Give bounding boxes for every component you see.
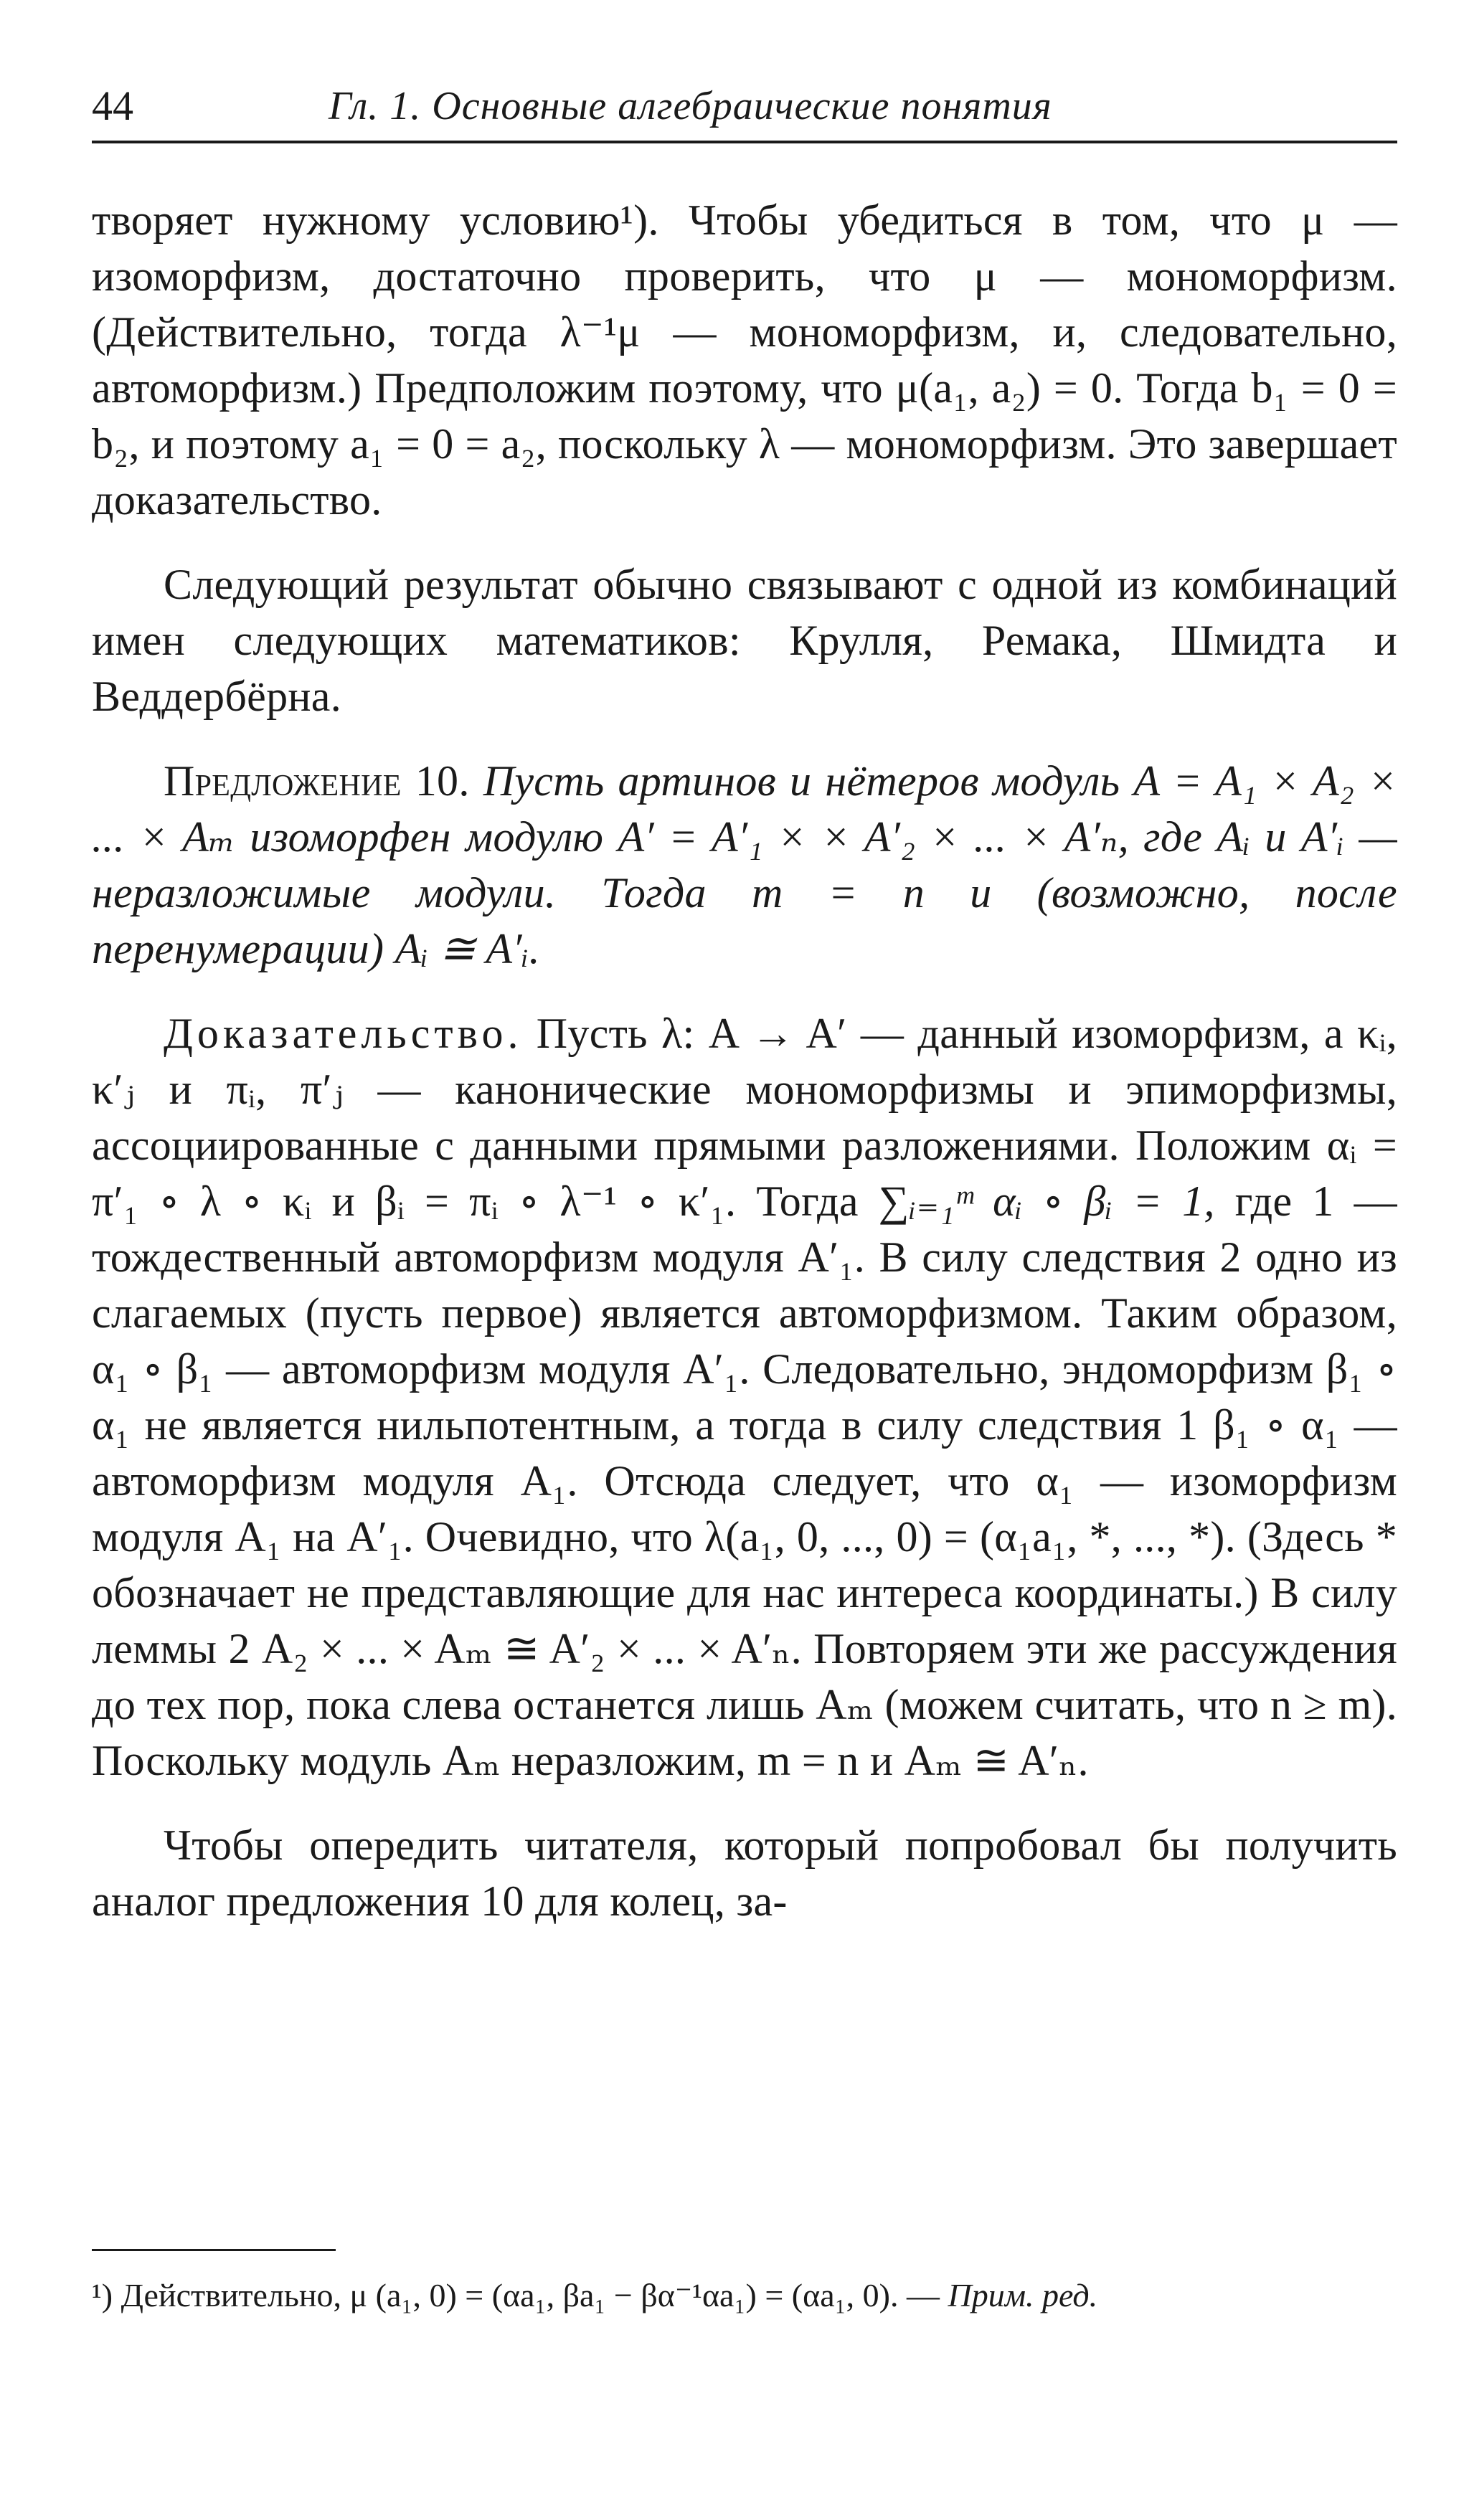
footnote-text: ¹) Действительно, μ (a₁, 0) = (αa₁, βa₁ − βα⁻¹αa₁) = (αa₁, 0). —: [92, 2277, 940, 2313]
footnote-rule: [92, 2249, 336, 2251]
proof-paragraph: [92, 1005, 1397, 1789]
proposition-10: [92, 753, 1397, 977]
proof-text-rest: где 1 — тождественный автоморфизм модуля A′₁. В силу следствия 2 одно из слагаемых (пусть первое) является автоморфизмом. Таким образом, α₁ ∘ β₁ — автоморфизм модуля A′₁. Следовательно, эндоморфизм β₁ ∘ α₁ не является нильпотентным, а тогда в силу следствия 1 β₁ ∘ α₁ — автоморфизм модуля A₁. Отсюда следует, что α₁ — изоморфизм модуля A₁ на A′₁. Очевидно, что λ(a₁, 0, ..., 0) = (α₁a₁, *, ..., *). (Здесь * обозначает не представляющие для нас интереса координаты.) В силу леммы 2 A₂ × ... × Aₘ ≅ A′₂ × ... × A′ₙ. Повторяем эти же рассуждения до тех пор, пока слева останется лишь Aₘ (можем считать, что n ≥ m). Поскольку модуль Aₘ неразложим, m = n и Aₘ ≅ A′ₙ.: [92, 1178, 1397, 1784]
proof-heading: Доказательство.: [164, 1010, 523, 1057]
sum-formula: ∑ᵢ₌₁ᵐ αᵢ ∘ βᵢ = 1,: [878, 1178, 1215, 1225]
chapter-title: Гл. 1. Основные алгебраические понятия: [329, 84, 1052, 128]
header-rule: [92, 141, 1397, 143]
proposition-heading: Предложение 10.: [164, 757, 470, 805]
running-head: [92, 77, 1397, 135]
paragraph-continuation: Чтобы опередить читателя, который попробовал бы получить аналог предложения 10 для колец, за-: [92, 1822, 1397, 1925]
footnote: [92, 2273, 1397, 2318]
proof-text-start: Пусть λ: A → A′ — данный изоморфизм, а κᵢ, κ′ⱼ и πᵢ, π′ⱼ — канонические мономорфизмы и эпиморфизмы, ассоциированные с данными прямыми разложениями. Положим αᵢ = π′₁ ∘ λ ∘ κᵢ и βᵢ = πᵢ ∘ λ⁻¹ ∘ κ′₁. Тогда: [92, 1010, 1397, 1225]
paragraph-intro: Следующий результат обычно связывают с одной из комбинаций имен следующих математиков: Крулля, Ремака, Шмидта и Веддербёрна.: [92, 561, 1397, 720]
paragraph-proof-end: творяет нужному условию¹). Чтобы убедиться в том, что μ — изоморфизм, достаточно проверить, что μ — мономорфизм. (Действительно, тогда λ⁻¹μ — мономорфизм, и, следовательно, автоморфизм.) Предположим поэтому, что μ(a₁, a₂) = 0. Тогда b₁ = 0 = b₂, и поэтому a₁ = 0 = a₂, поскольку λ — мономорфизм. Это завершает доказательство.: [92, 196, 1397, 524]
proposition-statement: Пусть артинов и нётеров модуль A = A₁ × A₂ × ... × Aₘ изоморфен модулю A′ = A′₁ × × A′₂ × ... × A′ₙ, где Aᵢ и A′ᵢ — неразложимые модули. Тогда m = n и (возможно, после перенумерации) Aᵢ ≅ A′ᵢ.: [92, 757, 1397, 972]
main-text: [92, 192, 1397, 1929]
page-number: 44: [92, 82, 133, 129]
footnote-editor-note: Прим. ред.: [948, 2277, 1098, 2313]
